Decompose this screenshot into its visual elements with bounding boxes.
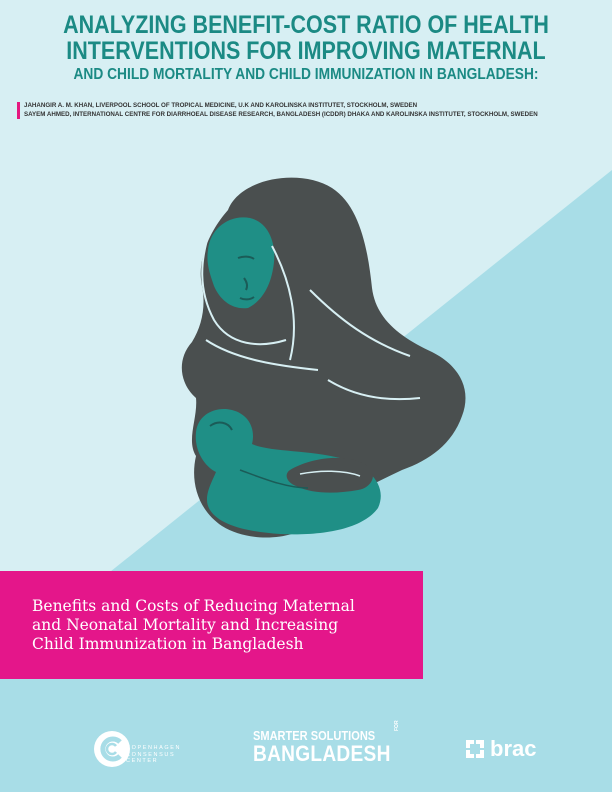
author-2: SAYEM AHMED, INTERNATIONAL CENTRE FOR DIARRHOEAL DISEASE RESEARCH, BANGLADESH (ICDDR) DHAKA AND KAROLINSKA INSTITUTET, STOCKHOLM, SWEDEN: [24, 110, 538, 118]
copenhagen-consensus-center-logo: [92, 729, 202, 771]
brac-wordmark: brac: [490, 736, 537, 761]
report-title: [14, 12, 598, 85]
title-line-1: ANALYZING BENEFIT-COST RATIO OF HEALTH: [63, 11, 549, 39]
ccc-word-2: CONSENSUS: [126, 751, 176, 758]
ssb-for-text: FOR: [394, 720, 400, 731]
ssb-small-text: SMARTER SOLUTIONS: [253, 728, 376, 743]
subtitle-banner: [0, 571, 423, 679]
subtitle-line-3: Child Immunization in Bangladesh: [32, 635, 304, 653]
ccc-wordmark: [126, 745, 181, 765]
subtitle-line-1: Benefits and Costs of Reducing Maternal: [32, 597, 355, 615]
subtitle-line-2: and Neonatal Mortality and Increasing: [32, 616, 339, 634]
brac-mark-icon: [464, 738, 486, 760]
author-1: JAHANGIR A. M. KHAN, LIVERPOOL SCHOOL OF TROPICAL MEDICINE, U.K AND KAROLINSKA INSTITUTET, STOCKHOLM, SWEDEN: [24, 102, 418, 109]
title-line-2: INTERVENTIONS FOR IMPROVING MATERNAL: [66, 37, 546, 65]
ccc-word-1: COPENHAGEN: [126, 745, 182, 751]
report-subtitle: [32, 597, 412, 654]
title-line-3: AND CHILD MORTALITY AND CHILD IMMUNIZATION IN BANGLADESH:: [73, 66, 539, 83]
author-list: [17, 102, 612, 119]
smarter-solutions-bangladesh-logo: [253, 720, 411, 766]
mother-and-child-illustration: [140, 170, 480, 550]
ccc-word-3: CENTER: [126, 758, 159, 764]
footer-logos: [0, 715, 612, 785]
ssb-big-text: BANGLADESH: [253, 741, 391, 766]
